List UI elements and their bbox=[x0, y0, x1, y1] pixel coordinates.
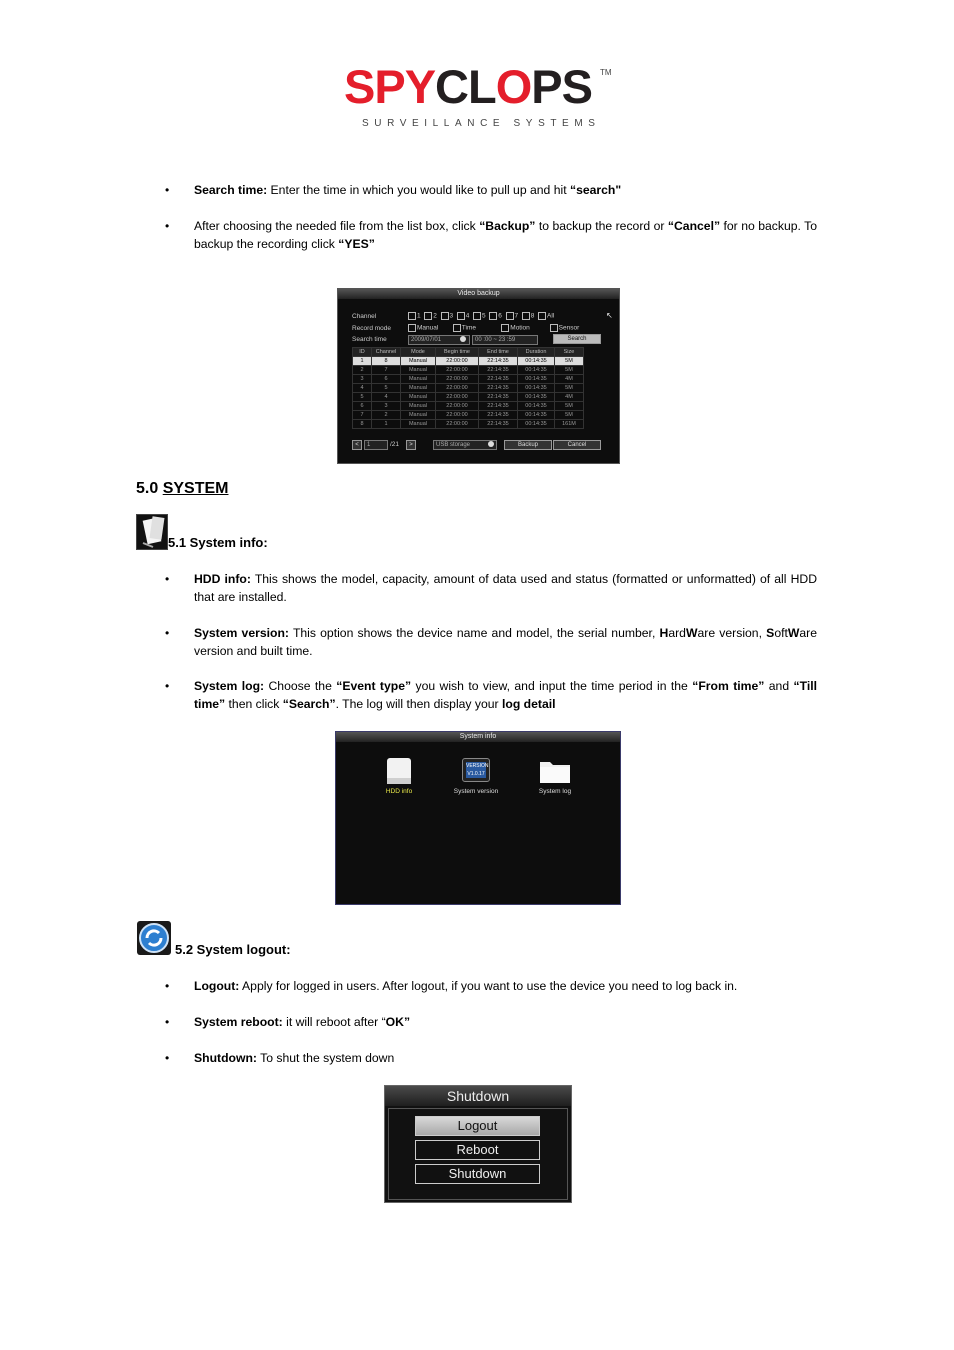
cursor-icon: ↖ bbox=[606, 311, 613, 320]
bullet-system-reboot: • System reboot: it will reboot after “OK” bbox=[194, 1014, 817, 1032]
table-cell: 5M bbox=[555, 411, 584, 420]
table-cell: 22:14:35 bbox=[479, 411, 518, 420]
search-button[interactable]: Search bbox=[553, 334, 601, 344]
shutdown-dialog bbox=[384, 1085, 572, 1203]
folder-icon[interactable] bbox=[539, 758, 571, 786]
table-cell: 22:00:00 bbox=[436, 357, 479, 366]
checkbox[interactable] bbox=[441, 312, 449, 320]
table-row[interactable] bbox=[353, 402, 584, 411]
system-info-dialog bbox=[335, 731, 621, 905]
table-cell: 8 bbox=[353, 420, 372, 429]
table-cell: 22:00:00 bbox=[436, 366, 479, 375]
table-cell: 2 bbox=[372, 411, 401, 420]
table-cell: 22:14:35 bbox=[479, 402, 518, 411]
system-info-icon bbox=[136, 514, 168, 550]
table-cell: 1 bbox=[372, 420, 401, 429]
table-cell: 4 bbox=[353, 384, 372, 393]
bullet-logout: • Logout: Apply for logged in users. After logout, if you want to use the device you need to log back in. bbox=[194, 978, 817, 996]
checkbox[interactable] bbox=[408, 312, 416, 320]
column-header: Size bbox=[555, 348, 584, 357]
table-cell: 22:00:00 bbox=[436, 393, 479, 402]
subsection-title-system-info: 5.1 System info: bbox=[168, 535, 268, 550]
table-cell: 4 bbox=[372, 393, 401, 402]
channel-label: Channel bbox=[352, 313, 377, 320]
table-cell: 5M bbox=[555, 384, 584, 393]
page-input[interactable]: 1 bbox=[364, 440, 388, 450]
table-cell: 22:00:00 bbox=[436, 402, 479, 411]
version-icon[interactable] bbox=[462, 758, 490, 782]
table-cell: Manual bbox=[401, 393, 436, 402]
table-cell: 161M bbox=[555, 420, 584, 429]
bullet-hdd-info: • HDD info: This shows the model, capacity, amount of data used and status (formatted or unformatted) of all HDD that are installed. bbox=[165, 572, 817, 604]
table-header bbox=[353, 348, 584, 357]
table-cell: 7 bbox=[353, 411, 372, 420]
bullet-system-version: • System version: This option shows the device name and model, the serial number, HardWare version, SoftWare version and built time. bbox=[165, 626, 818, 658]
table-cell: 22:14:35 bbox=[479, 357, 518, 366]
table-cell: Manual bbox=[401, 411, 436, 420]
storage-select[interactable]: USB storage bbox=[433, 440, 497, 450]
table-cell: 22:00:00 bbox=[436, 375, 479, 384]
table-cell: 22:14:35 bbox=[479, 366, 518, 375]
checkbox[interactable] bbox=[457, 312, 465, 320]
page-total: /21 bbox=[390, 441, 400, 448]
table-cell: 5M bbox=[555, 357, 584, 366]
bullet-backup: • After choosing the needed file from the list box, click “Backup” to backup the record or “Cancel” for no backup. To backup the recording click “YES” bbox=[165, 219, 817, 251]
table-cell: Manual bbox=[401, 375, 436, 384]
logout-button[interactable]: Logout bbox=[415, 1116, 540, 1136]
reboot-button[interactable]: Reboot bbox=[415, 1140, 540, 1160]
logo-wordmark: SPYCLOPS bbox=[344, 60, 592, 113]
table-cell: 22:14:35 bbox=[479, 375, 518, 384]
bullet-dot: • bbox=[165, 1015, 170, 1029]
table-row[interactable] bbox=[353, 366, 584, 375]
table-cell: 3 bbox=[353, 375, 372, 384]
table-cell: 7 bbox=[372, 366, 401, 375]
table-cell: 00:14:35 bbox=[518, 402, 555, 411]
bullet-dot: • bbox=[165, 219, 170, 233]
cancel-button[interactable]: Cancel bbox=[553, 440, 601, 450]
table-cell: 5 bbox=[353, 393, 372, 402]
dialog-title: Video backup bbox=[338, 289, 619, 299]
table-cell: 00:14:35 bbox=[518, 357, 555, 366]
hdd-icon[interactable] bbox=[386, 756, 412, 788]
table-row[interactable] bbox=[353, 357, 584, 366]
dialog-title: Shutdown bbox=[385, 1086, 571, 1106]
logo-trademark: TM bbox=[600, 68, 612, 77]
column-header: End time bbox=[479, 348, 518, 357]
checkbox[interactable] bbox=[501, 324, 509, 332]
bullet-shutdown: • Shutdown: To shut the system down bbox=[194, 1050, 817, 1068]
date-input[interactable]: 2009/07/01 bbox=[408, 335, 470, 345]
dropdown-icon[interactable] bbox=[488, 441, 494, 447]
column-header: ID bbox=[353, 348, 372, 357]
checkbox[interactable] bbox=[489, 312, 497, 320]
system-version-label[interactable]: System version bbox=[453, 788, 499, 795]
table-row[interactable] bbox=[353, 375, 584, 384]
table-cell: 00:14:35 bbox=[518, 384, 555, 393]
table-row[interactable] bbox=[353, 384, 584, 393]
column-header: Begin time bbox=[436, 348, 479, 357]
bullet-search-time: • Search time: Enter the time in which you would like to pull up and hit “search" bbox=[194, 182, 817, 200]
table-cell: 22:00:00 bbox=[436, 384, 479, 393]
checkbox[interactable] bbox=[453, 324, 461, 332]
table-cell: 4M bbox=[555, 375, 584, 384]
next-page-button[interactable]: > bbox=[406, 440, 416, 450]
table-row[interactable] bbox=[353, 420, 584, 429]
checkbox[interactable] bbox=[473, 312, 481, 320]
table-cell: 1 bbox=[353, 357, 372, 366]
table-cell: 6 bbox=[353, 402, 372, 411]
channel-checkboxes[interactable]: 1 2 3 4 5 6 7 8 All bbox=[408, 312, 554, 320]
table-cell: 5M bbox=[555, 402, 584, 411]
time-range-input[interactable]: 00 :00 ~ 23 :59 bbox=[472, 335, 538, 345]
backup-button[interactable]: Backup bbox=[504, 440, 552, 450]
column-header: Channel bbox=[372, 348, 401, 357]
table-cell: 00:14:35 bbox=[518, 393, 555, 402]
mode-checkboxes[interactable]: Manual Time Motion Sensor bbox=[408, 324, 579, 332]
bullet-dot: • bbox=[165, 572, 170, 586]
checkbox[interactable] bbox=[550, 324, 558, 332]
table-cell: Manual bbox=[401, 402, 436, 411]
version-badge: VERSION bbox=[466, 763, 489, 769]
table-cell: 22:14:35 bbox=[479, 393, 518, 402]
calendar-icon[interactable] bbox=[460, 336, 466, 342]
logo-tagline: SURVEILLANCE SYSTEMS bbox=[362, 118, 601, 129]
bullet-dot: • bbox=[165, 679, 170, 693]
system-log-label[interactable]: System log bbox=[538, 788, 572, 795]
table-row[interactable] bbox=[353, 411, 584, 420]
table-cell: 00:14:35 bbox=[518, 366, 555, 375]
column-header: Mode bbox=[401, 348, 436, 357]
table-cell: 22:00:00 bbox=[436, 411, 479, 420]
checkbox[interactable] bbox=[424, 312, 432, 320]
table-cell: 2 bbox=[353, 366, 372, 375]
bullet-dot: • bbox=[165, 183, 170, 197]
table-cell: 22:14:35 bbox=[479, 384, 518, 393]
column-header: Duration bbox=[518, 348, 555, 357]
bullet-system-log: • System log: Choose the “Event type” you wish to view, and input the time period in the “From time” and “Till time” then click “Search”. The log will then display your log detail bbox=[165, 679, 817, 711]
table-cell: 00:14:35 bbox=[518, 420, 555, 429]
table-cell: 22:14:35 bbox=[479, 420, 518, 429]
checkbox[interactable] bbox=[408, 324, 416, 332]
bullet-dot: • bbox=[165, 1051, 170, 1065]
bullet-dot: • bbox=[165, 626, 170, 640]
table-cell: 3 bbox=[372, 402, 401, 411]
record-table bbox=[352, 347, 584, 429]
video-backup-dialog bbox=[337, 288, 620, 464]
table-cell: 00:14:35 bbox=[518, 411, 555, 420]
version-number: V1.0.17 bbox=[467, 771, 485, 777]
bullet-dot: • bbox=[165, 979, 170, 993]
table-cell: 5M bbox=[555, 366, 584, 375]
section-heading: 5.0 SYSTEM bbox=[136, 480, 229, 497]
checkbox[interactable] bbox=[538, 312, 546, 320]
record-mode-label: Record mode bbox=[352, 325, 392, 332]
table-cell: Manual bbox=[401, 366, 436, 375]
table-cell: 8 bbox=[372, 357, 401, 366]
table-cell: 5 bbox=[372, 384, 401, 393]
table-cell: 00:14:35 bbox=[518, 375, 555, 384]
logout-refresh-icon bbox=[137, 921, 171, 955]
table-cell: 6 bbox=[372, 375, 401, 384]
checkbox[interactable] bbox=[522, 312, 530, 320]
search-time-label: Search time bbox=[352, 336, 387, 343]
hdd-info-label[interactable]: HDD info bbox=[385, 788, 413, 795]
checkbox[interactable] bbox=[506, 312, 514, 320]
prev-page-button[interactable]: < bbox=[352, 440, 362, 450]
table-cell: Manual bbox=[401, 420, 436, 429]
table-row[interactable] bbox=[353, 393, 584, 402]
table-cell: Manual bbox=[401, 357, 436, 366]
shutdown-button[interactable]: Shutdown bbox=[415, 1164, 540, 1184]
table-cell: 4M bbox=[555, 393, 584, 402]
subsection-title-system-logout: 5.2 System logout: bbox=[175, 942, 291, 957]
spyclops-logo bbox=[344, 58, 614, 138]
table-cell: 22:00:00 bbox=[436, 420, 479, 429]
dialog-title: System info bbox=[336, 732, 620, 742]
table-cell: Manual bbox=[401, 384, 436, 393]
